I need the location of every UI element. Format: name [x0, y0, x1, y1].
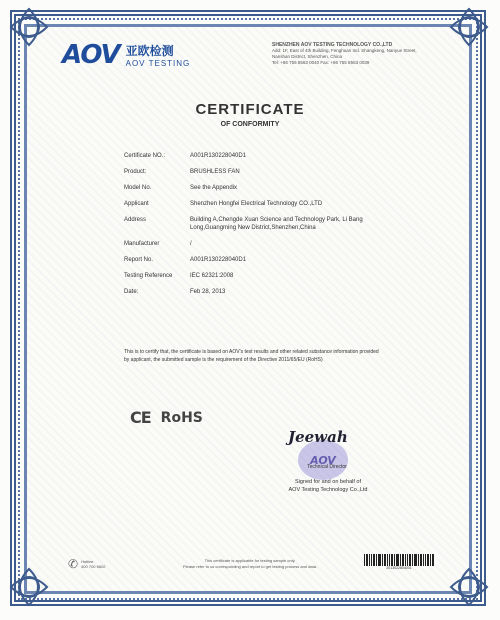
company-name: SHENZHEN AOV TESTING TECHNOLOGY CO.,LTD — [272, 42, 393, 48]
footer-note-line: Please refer to us corresponding and report to get testing process and data. — [182, 564, 318, 569]
field-label: Testing Reference — [124, 273, 173, 279]
conformity-statement: This is to certify that, the certificate is based on AOV's test results and other related substance information provided by applicant, the submitted sample is the requirement of the Directive 2011/65/EU (RoHS) — [124, 349, 379, 363]
barcode-icon — [364, 554, 434, 566]
field-row — [124, 256, 394, 264]
signed-on-behalf — [268, 478, 388, 494]
certificate-title: CERTIFICATE — [195, 101, 305, 118]
ce-mark-icon: CE — [130, 408, 151, 427]
field-label: Model No. — [124, 185, 152, 191]
field-row — [124, 240, 394, 248]
field-label: Certificate NO.: — [124, 153, 166, 159]
corner-ornament-icon — [6, 4, 52, 50]
field-value: See the Appendix — [190, 185, 238, 191]
field-row — [124, 288, 394, 296]
footer-note-line: This certificate is applicable for testing sample only. — [204, 558, 296, 563]
field-value: IEC 62321:2008 — [190, 273, 234, 279]
field-row — [124, 216, 394, 232]
field-value: BRUSHLESS FAN — [190, 169, 240, 175]
barcode-number: 2013022804001 — [386, 566, 412, 570]
stamp-text: AOV — [310, 453, 336, 467]
field-value: / — [190, 241, 192, 247]
field-label: Product: — [124, 169, 147, 175]
field-label: Address — [124, 217, 147, 223]
rohs-mark-icon: RoHS — [160, 409, 203, 426]
company-logo — [62, 40, 190, 70]
company-address-line: Add: 1F, East of 4th Building, Fenghuan Ind. Shangkeng, Nanyue Street, — [272, 48, 417, 53]
hotline-number: 400 700 6602 — [81, 564, 106, 569]
field-label: Report No. — [124, 257, 154, 263]
compliance-marks — [130, 408, 203, 427]
hotline-label: Hotline — [81, 559, 94, 564]
field-value: Feb 28, 2013 — [190, 289, 226, 295]
corner-ornament-icon — [446, 4, 492, 50]
field-row — [124, 272, 394, 280]
signature: Jeewah — [288, 428, 348, 446]
hotline-block — [68, 557, 106, 571]
logo-chinese-name: 亚欧检测 — [125, 44, 174, 58]
company-contact-line: Tel: +86 755 8563 0040 Fax: +86 755 8563 0039 — [272, 60, 370, 65]
field-value: Building A,Chengde Xuan Science and Technology Park, Li Bang Long,Guangming New District,Shenzhen,China — [190, 217, 363, 231]
company-stamp-icon — [298, 440, 348, 480]
corner-ornament-icon — [6, 564, 52, 610]
field-row — [124, 184, 394, 192]
field-label: Date: — [124, 289, 139, 295]
field-label: Manufacturer — [124, 241, 160, 247]
field-value: A001R130228040D1 — [190, 153, 247, 159]
certificate-subtitle: OF CONFORMITY — [220, 121, 280, 128]
corner-ornament-icon — [446, 564, 492, 610]
field-row — [124, 200, 394, 208]
certificate-fields — [124, 152, 394, 304]
field-value: Shenzhen Hongfei Electrical Technology CO.,LTD — [190, 201, 323, 207]
signed-by-company: AOV Testing Technology Co.,Ltd — [288, 487, 368, 493]
signatory-title: Technical Director — [307, 464, 347, 470]
logo-mark: AOV — [62, 40, 120, 70]
field-value: A001R130228040D1 — [190, 257, 247, 263]
hotline-logo-icon: ✆ — [68, 557, 79, 571]
logo-english-name: AOV TESTING — [125, 59, 191, 68]
field-row — [124, 152, 394, 160]
company-address-block — [272, 42, 440, 66]
field-row — [124, 168, 394, 176]
field-label: Applicant — [124, 201, 149, 207]
signed-by-line: Signed for and on behalf of — [294, 479, 362, 485]
footer-note — [150, 558, 350, 570]
company-address-line: Nanshan District, Shenzhen, China — [272, 54, 343, 59]
barcode — [364, 554, 434, 570]
